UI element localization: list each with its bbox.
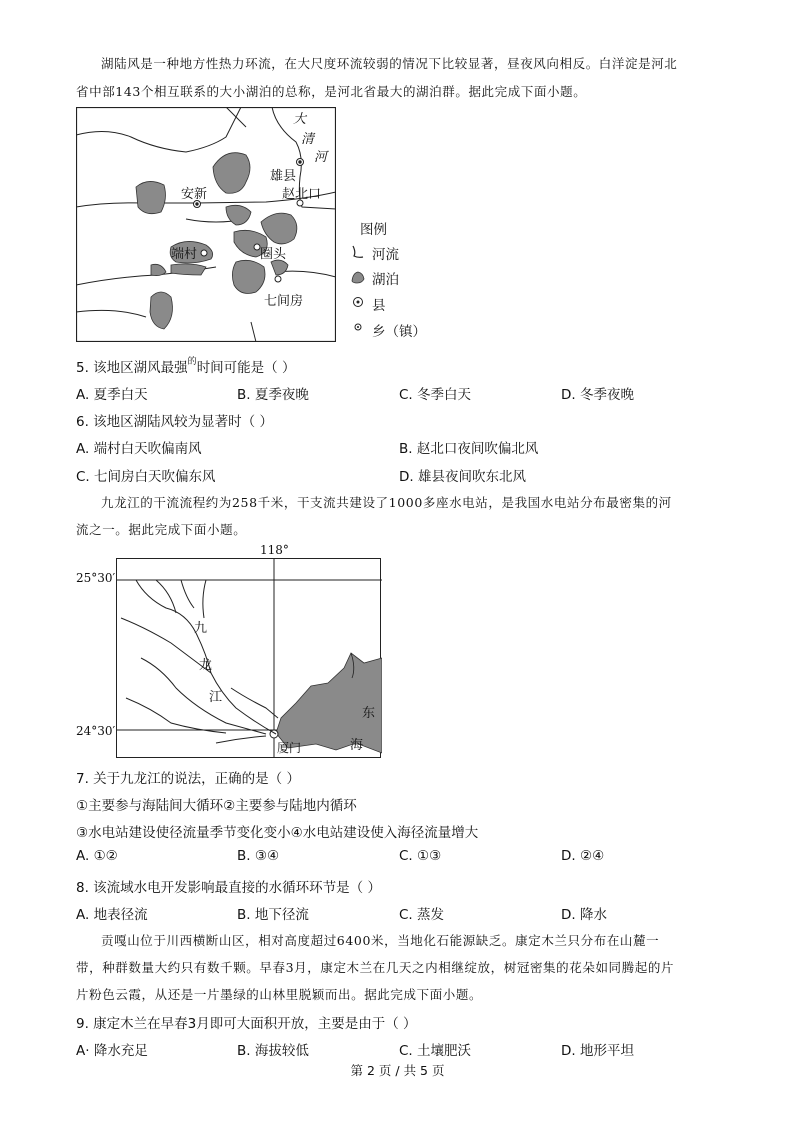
map1-label-xiongxian: 雄县 (270, 169, 297, 184)
legend-town-label: 乡（镇） (372, 324, 426, 340)
q9-option-d: D. 地形平坦 (561, 1043, 634, 1059)
map1-label-anxin: 安新 (181, 187, 208, 202)
q8-option-c: C. 蒸发 (399, 907, 445, 923)
q9-option-c: C. 土壤肥沃 (399, 1043, 472, 1059)
map2-river-char-jiu: 九 (194, 621, 208, 636)
legend-town-icon (353, 322, 363, 332)
map2-river-char-jiang: 江 (209, 690, 223, 705)
q6-option-b: B. 赵北口夜间吹偏北风 (399, 441, 539, 457)
legend-lake-label: 湖泊 (372, 272, 399, 288)
q9-option-b: B. 海拔较低 (237, 1043, 309, 1059)
map2-river-char-long: 龙 (199, 658, 213, 673)
q5-stem: 5. 该地区湖风最强$^的$时间可能是（ ） (76, 357, 296, 376)
q6-option-c: C. 七间房白天吹偏东风 (76, 469, 216, 485)
legend-county-label: 县 (372, 298, 386, 314)
map2-sea-char-hai: 海 (350, 738, 364, 753)
q7-option-a: A. ①② (76, 848, 118, 864)
intro2-line1: 九龙江的干流流程约为258千米，干支流共建设了1000多座水电站，是我国水电站分布最密集的河 (101, 495, 672, 510)
q9-stem: 9. 康定木兰在早春3月即可大面积开放，主要是由于（ ） (76, 1016, 417, 1032)
intro3-line2: 带，种群数量大约只有数千颗。早春3月，康定木兰在几天之内相继绽放，树冠密集的花朵如同腾起的片 (76, 960, 675, 975)
intro1-line1: 湖陆风是一种地方性热力环流，在大尺度环流较弱的情况下比较显著，昼夜风向相反。白洋淀是河北 (101, 56, 678, 71)
q6-stem: 6. 该地区湖陆风较为显著时（ ） (76, 414, 273, 430)
q8-stem: 8. 该流域水电开发影响最直接的水循环环节是（ ） (76, 880, 381, 896)
legend-river-icon (350, 244, 366, 260)
q7-stem: 7. 关于九龙江的说法，正确的是（ ） (76, 771, 300, 787)
q7-option-c: C. ①③ (399, 848, 442, 864)
q6-option-a: A. 端村白天吹偏南风 (76, 441, 202, 457)
q8-option-d: D. 降水 (561, 907, 607, 923)
map2-lat-top-label: 25°30′ (76, 571, 116, 585)
legend-county-icon (352, 296, 364, 308)
map1-label-da: 大 (293, 112, 307, 127)
q8-option-b: B. 地下径流 (237, 907, 309, 923)
map2-city-xiamen: 厦门 (277, 741, 302, 755)
intro3-line1: 贡嘎山位于川西横断山区，相对高度超过6400米，当地化石能源缺乏。康定木兰只分布在山麓一 (101, 933, 660, 948)
q6-option-d: D. 雄县夜间吹东北风 (399, 469, 526, 485)
legend-title: 图例 (360, 222, 387, 238)
q5-option-d: D. 冬季夜晚 (561, 387, 634, 403)
intro2-line2: 流之一。据此完成下面小题。 (76, 522, 247, 537)
intro3-line3: 片粉色云霞，从还是一片墨绿的山林里脱颖而出。据此完成下面小题。 (76, 987, 483, 1002)
map2-lat-bottom-label: 24°30′ (76, 724, 116, 738)
map1-label-duancun: 端村 (171, 247, 198, 262)
q8-option-a: A. 地表径流 (76, 907, 148, 923)
legend-lake-icon (350, 269, 366, 285)
map1-label-qijianfang: 七间房 (264, 294, 304, 309)
q7-option-b: B. ③④ (237, 848, 280, 864)
q5-option-c: C. 冬季白天 (399, 387, 472, 403)
legend-river-label: 河流 (372, 247, 399, 263)
q7-statement-line1: ①主要参与海陆间大循环②主要参与陆地内循环 (76, 798, 357, 814)
intro1-line2: 省中部143个相互联系的大小湖泊的总称，是河北省最大的湖泊群。据此完成下面小题。 (76, 84, 587, 99)
q7-option-d: D. ②④ (561, 848, 605, 864)
map1-label-qing: 清 (301, 132, 315, 147)
q5-option-b: B. 夏季夜晚 (237, 387, 309, 403)
map2-figure (116, 558, 382, 758)
q9-option-a: A· 降水充足 (76, 1043, 148, 1059)
map2-sea-char-dong: 东 (362, 706, 376, 721)
map1-label-quantou: 圈头 (260, 247, 287, 262)
map1-label-he: 河 (314, 150, 328, 165)
map1-label-zhaobeikou: 赵北口 (282, 187, 322, 202)
page-footer: 第 2 页 / 共 5 页 (350, 1063, 445, 1078)
q5-option-a: A. 夏季白天 (76, 387, 148, 403)
q7-statement-line2: ③水电站建设使径流量季节变化变小④水电站建设使入海径流量增大 (76, 825, 479, 841)
map2-longitude-label: 118° (260, 543, 289, 557)
